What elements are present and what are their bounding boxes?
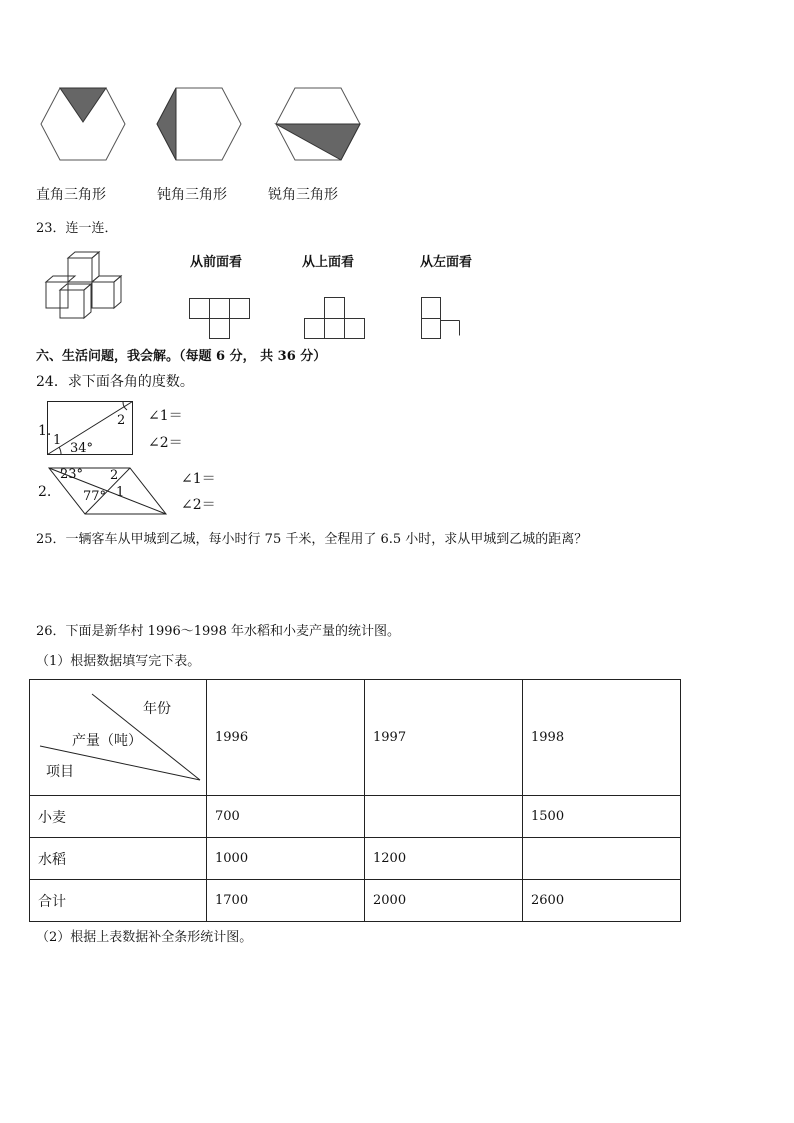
header-output-label: 产量（吨） <box>72 733 142 749</box>
q24-fig1-angle2-label: 2 <box>117 413 126 428</box>
cube-stack-figure <box>42 252 122 320</box>
label-obtuse-triangle: 钝角三角形 <box>157 187 227 203</box>
hexagon-obtuse-triangle-figure <box>154 86 244 162</box>
q24-fig2-answer2: ∠2＝ <box>181 497 216 513</box>
cell-wheat-1996: 700 <box>207 796 365 838</box>
q25-text: 25．一辆客车从甲城到乙城，每小时行 75 千米，全程用了 6.5 小时，求从甲城到乙城的距离？ <box>36 532 588 547</box>
cell-wheat-1997[interactable] <box>365 796 523 838</box>
cell-rice-1997: 1200 <box>365 838 523 880</box>
q24-fig2-given1: 23° <box>60 467 84 482</box>
q24-fig2-angle1-label: 1 <box>116 485 125 500</box>
header-year-1996: 1996 <box>207 680 365 796</box>
hexagon-right-triangle-figure <box>38 86 128 162</box>
cell-rice-1996: 1000 <box>207 838 365 880</box>
q24-fig1-number: 1. <box>38 423 52 439</box>
q24-fig1-answer2: ∠2＝ <box>148 435 183 451</box>
q24-fig2-angle2-label: 2 <box>110 468 119 483</box>
label-acute-triangle: 锐角三角形 <box>268 187 338 203</box>
view-shape-column <box>421 297 465 341</box>
header-year-1997: 1997 <box>365 680 523 796</box>
header-year-1998: 1998 <box>523 680 681 796</box>
q24-fig1-answer1: ∠1＝ <box>148 408 183 424</box>
table-row <box>30 796 681 838</box>
q26-title: 26．下面是新华村 1996～1998 年水稻和小麦产量的统计图。 <box>36 624 400 639</box>
view-top-label: 从上面看 <box>302 255 355 270</box>
header-year-label: 年份 <box>143 701 171 717</box>
view-front-label: 从前面看 <box>190 255 243 270</box>
table-row <box>30 880 681 922</box>
section6-title: 六、生活问题，我会解。（每题 6 分， 共 36 分） <box>36 349 327 364</box>
view-shape-inverted-t <box>304 297 366 341</box>
q26-sub1: （1）根据数据填写完下表。 <box>36 654 201 669</box>
row-name-wheat: 小麦 <box>30 796 207 838</box>
label-right-triangle: 直角三角形 <box>36 187 106 203</box>
q24-fig1-angle1-label: 1 <box>53 433 62 448</box>
view-left-label: 从左面看 <box>420 255 473 270</box>
q24-fig1-given-angle: 34° <box>70 441 94 456</box>
q23-title: 23．连一连． <box>36 221 118 236</box>
cell-total-1996: 1700 <box>207 880 365 922</box>
cell-total-1997: 2000 <box>365 880 523 922</box>
table-row <box>30 838 681 880</box>
header-item-label: 项目 <box>46 764 74 780</box>
cell-rice-1998[interactable] <box>523 838 681 880</box>
row-name-rice: 水稻 <box>30 838 207 880</box>
q26-sub2: （2）根据上表数据补全条形统计图。 <box>36 930 253 945</box>
cell-wheat-1998: 1500 <box>523 796 681 838</box>
q24-fig2-answer1: ∠1＝ <box>181 471 216 487</box>
view-shape-t <box>189 298 251 340</box>
yield-table <box>29 679 681 922</box>
q24-fig2-number: 2. <box>38 484 52 500</box>
cell-total-1998: 2600 <box>523 880 681 922</box>
table-diagonal-header <box>30 680 207 796</box>
q24-fig2-given2: 77° <box>83 489 107 504</box>
q24-title: 24．求下面各角的度数。 <box>36 374 194 390</box>
hexagon-acute-triangle-figure <box>273 86 363 162</box>
row-name-total: 合计 <box>30 880 207 922</box>
